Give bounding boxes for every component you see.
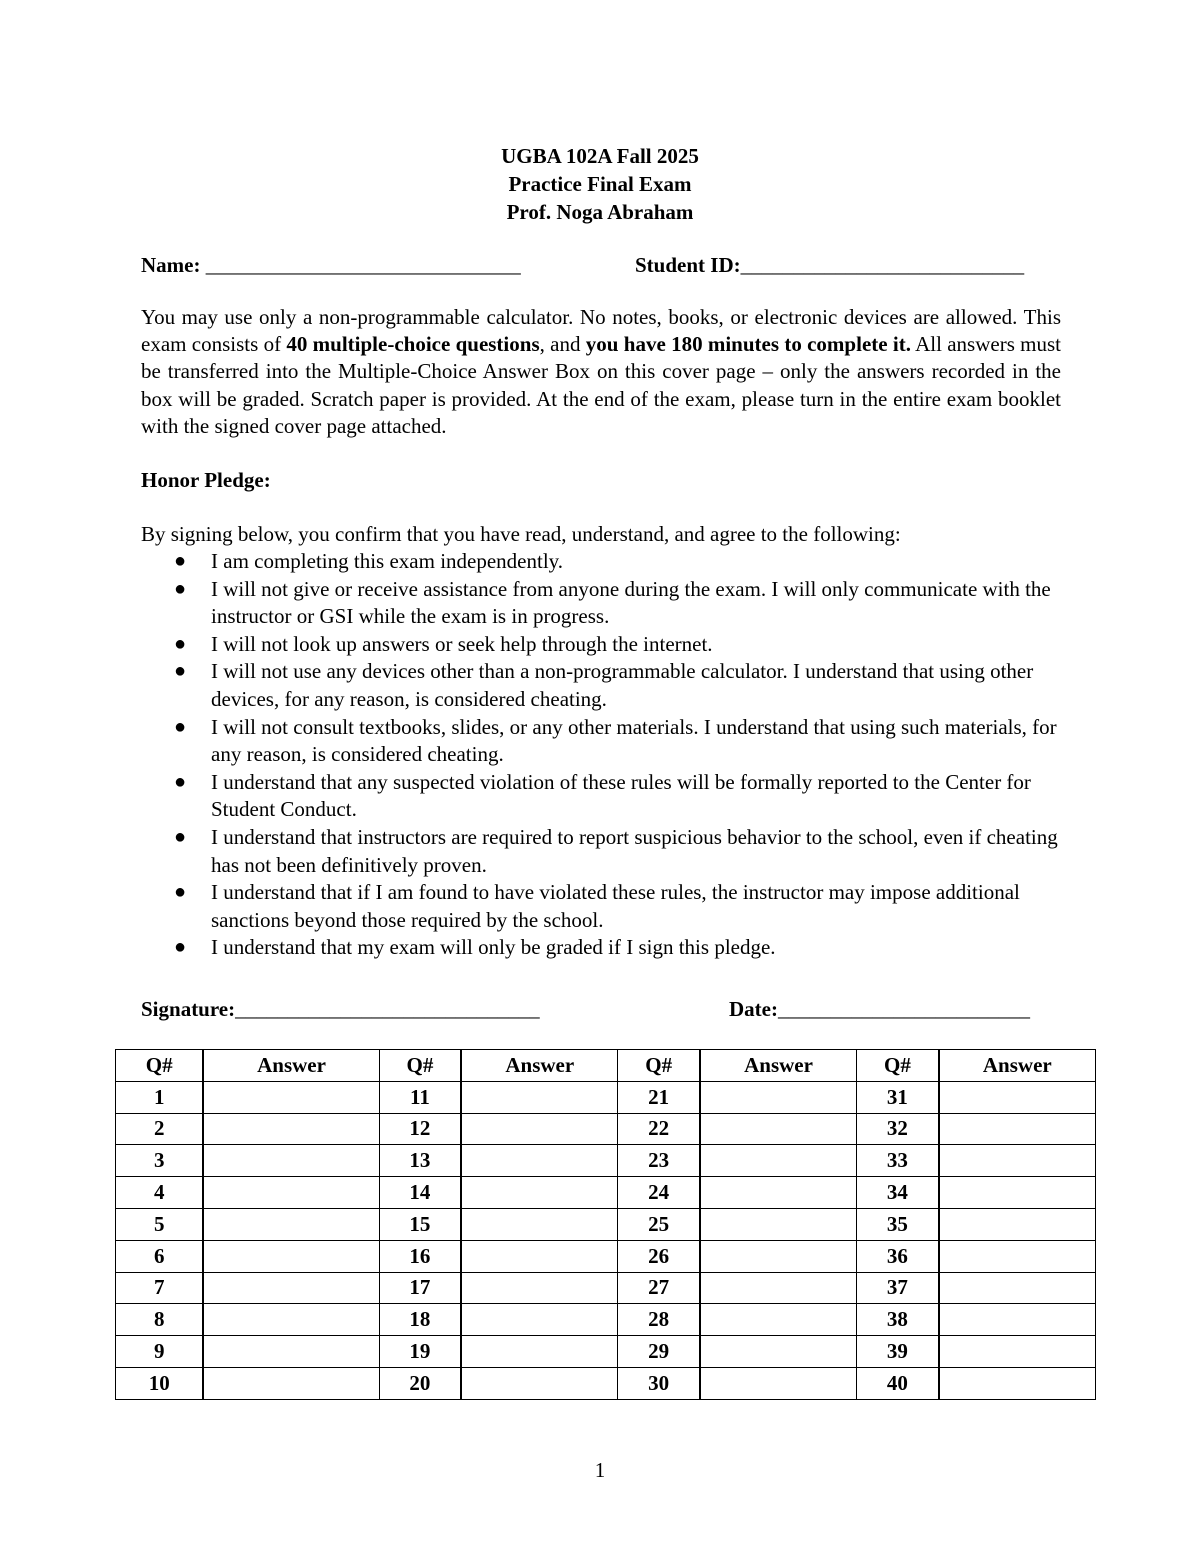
bullet-icon: ● [174, 825, 187, 848]
instructions-text-1: You may use only a non-programmable calculator. No notes, books, or electronic devices are allowed. This exam consists of [141, 305, 1061, 357]
answer-header: Answer [203, 1050, 379, 1082]
question-number: 33 [857, 1145, 939, 1177]
answer-cell[interactable] [700, 1145, 857, 1177]
question-number: 8 [116, 1304, 204, 1336]
question-number: 22 [618, 1113, 700, 1145]
student-info-row [141, 252, 1061, 278]
answer-cell[interactable] [461, 1272, 618, 1304]
pledge-item-text: I understand that instructors are required to report suspicious behavior to the school, even if cheating has not been definitively proven. [211, 824, 1058, 877]
question-number: 3 [116, 1145, 204, 1177]
question-number: 7 [116, 1272, 204, 1304]
question-number: 37 [857, 1272, 939, 1304]
instructions-text-3: All answers must be transferred into the Multiple-Choice Answer Box on this cover page – only the answers recorded in the box will be graded. Scratch paper is provided. At the end of the exam, please turn in the entire exam booklet with the signed cover page attached. [141, 332, 1061, 438]
question-number-header: Q# [116, 1050, 204, 1082]
instructions-bold-1: 40 multiple-choice questions [286, 332, 540, 357]
pledge-item [141, 934, 1061, 962]
answer-header: Answer [939, 1050, 1096, 1082]
name-field[interactable]: ______________________________ [205, 253, 521, 277]
question-number-header: Q# [857, 1050, 939, 1082]
question-number: 35 [857, 1208, 939, 1240]
question-number: 16 [379, 1240, 461, 1272]
table-row [116, 1304, 1096, 1336]
date-label: Date: [729, 997, 778, 1021]
answer-cell[interactable] [203, 1304, 379, 1336]
pledge-item-text: I will not consult textbooks, slides, or any other materials. I understand that using such materials, for any reason, is considered cheating. [211, 714, 1057, 767]
question-number: 21 [618, 1081, 700, 1113]
answer-cell[interactable] [700, 1208, 857, 1240]
honor-pledge-title: Honor Pledge: [141, 468, 271, 492]
honor-pledge-intro: By signing below, you confirm that you have read, understand, and agree to the following: [141, 522, 901, 546]
question-number: 39 [857, 1336, 939, 1368]
date-group [729, 996, 1030, 1022]
pledge-item-text: I am completing this exam independently. [211, 549, 564, 573]
exam-header [0, 142, 1200, 226]
question-number: 11 [379, 1081, 461, 1113]
answer-cell[interactable] [203, 1081, 379, 1113]
answer-header: Answer [461, 1050, 618, 1082]
table-row [116, 1272, 1096, 1304]
table-row [116, 1177, 1096, 1209]
question-number: 13 [379, 1145, 461, 1177]
bullet-icon: ● [174, 881, 187, 904]
answer-cell[interactable] [461, 1240, 618, 1272]
answer-cell[interactable] [461, 1208, 618, 1240]
pledge-item [141, 769, 1061, 824]
pledge-item [141, 879, 1061, 934]
student-id-group [635, 252, 1024, 278]
question-number: 18 [379, 1304, 461, 1336]
answer-cell[interactable] [461, 1304, 618, 1336]
answer-cell[interactable] [939, 1177, 1096, 1209]
question-number: 4 [116, 1177, 204, 1209]
signature-label: Signature: [141, 997, 236, 1021]
pledge-item-text: I understand that any suspected violation of these rules will be formally reported to the Center for Student Conduct. [211, 769, 1031, 822]
answer-cell[interactable] [461, 1367, 618, 1399]
answer-cell[interactable] [461, 1145, 618, 1177]
answer-cell[interactable] [939, 1304, 1096, 1336]
answer-cell[interactable] [939, 1113, 1096, 1145]
table-row [116, 1081, 1096, 1113]
question-number: 15 [379, 1208, 461, 1240]
instructions-bold-2: you have 180 minutes to complete it. [585, 332, 911, 357]
course-title: UGBA 102A Fall 2025 [501, 144, 699, 168]
bullet-icon: ● [174, 550, 187, 572]
answer-cell[interactable] [461, 1081, 618, 1113]
question-number: 28 [618, 1304, 700, 1336]
table-row [116, 1208, 1096, 1240]
exam-title: Practice Final Exam [508, 172, 692, 196]
answer-cell[interactable] [939, 1336, 1096, 1368]
question-number: 20 [379, 1367, 461, 1399]
question-number: 31 [857, 1081, 939, 1113]
bullet-icon: ● [174, 577, 187, 600]
answer-cell[interactable] [700, 1081, 857, 1113]
answer-box-table [115, 1049, 1096, 1400]
question-number: 32 [857, 1113, 939, 1145]
answer-cell[interactable] [939, 1208, 1096, 1240]
answer-cell[interactable] [461, 1177, 618, 1209]
answer-cell[interactable] [700, 1272, 857, 1304]
answer-cell[interactable] [203, 1145, 379, 1177]
question-number: 1 [116, 1081, 204, 1113]
question-number: 25 [618, 1208, 700, 1240]
answer-cell[interactable] [203, 1113, 379, 1145]
answer-table-header [116, 1050, 1096, 1082]
pledge-item-text: I understand that my exam will only be graded if I sign this pledge. [211, 935, 776, 960]
question-number: 14 [379, 1177, 461, 1209]
table-row [116, 1113, 1096, 1145]
page-number: 1 [594, 1458, 606, 1482]
pledge-item [141, 548, 1061, 576]
answer-cell[interactable] [203, 1367, 379, 1399]
table-row [116, 1240, 1096, 1272]
bullet-icon: ● [174, 770, 187, 793]
answer-cell[interactable] [203, 1272, 379, 1304]
bullet-icon: ● [174, 632, 187, 655]
answer-cell[interactable] [939, 1272, 1096, 1304]
pledge-item-text: I understand that if I am found to have violated these rules, the instructor may impose additional sanctions beyond those required by the school. [211, 880, 1020, 932]
question-number: 24 [618, 1177, 700, 1209]
pledge-item [141, 824, 1061, 879]
question-number: 2 [116, 1113, 204, 1145]
answer-cell[interactable] [700, 1177, 857, 1209]
answer-cell[interactable] [700, 1336, 857, 1368]
question-number-header: Q# [618, 1050, 700, 1082]
question-number: 12 [379, 1113, 461, 1145]
answer-header: Answer [700, 1050, 857, 1082]
pledge-item [141, 714, 1061, 769]
question-number: 38 [857, 1304, 939, 1336]
question-number: 5 [116, 1208, 204, 1240]
bullet-icon: ● [174, 715, 187, 738]
question-number: 6 [116, 1240, 204, 1272]
student-id-field[interactable]: ___________________________ [740, 253, 1025, 277]
answer-cell[interactable] [203, 1240, 379, 1272]
question-number: 10 [116, 1367, 204, 1399]
student-id-label: Student ID: [635, 253, 741, 277]
pledge-item-text: I will not use any devices other than a non-programmable calculator. I understand that using other devices, for any reason, is considered cheating. [211, 659, 1034, 711]
answer-cell[interactable] [700, 1367, 857, 1399]
question-number: 17 [379, 1272, 461, 1304]
answer-cell[interactable] [700, 1113, 857, 1145]
signature-row [141, 996, 1061, 1022]
answer-cell[interactable] [939, 1240, 1096, 1272]
pledge-item [141, 631, 1061, 659]
date-field[interactable]: ________________________ [777, 997, 1030, 1021]
question-number: 30 [618, 1367, 700, 1399]
name-label: Name: [141, 253, 201, 277]
answer-cell[interactable] [939, 1367, 1096, 1399]
honor-pledge-list [141, 548, 1061, 962]
answer-cell[interactable] [700, 1240, 857, 1272]
pledge-item-text: I will not look up answers or seek help through the internet. [211, 631, 713, 656]
question-number: 36 [857, 1240, 939, 1272]
question-number-header: Q# [379, 1050, 461, 1082]
exam-instructions [141, 304, 1061, 440]
table-row [116, 1367, 1096, 1399]
question-number: 9 [116, 1336, 204, 1368]
answer-table-body [116, 1081, 1096, 1399]
question-number: 23 [618, 1145, 700, 1177]
answer-cell[interactable] [939, 1145, 1096, 1177]
instructions-text-2: , and [539, 332, 586, 357]
answer-cell[interactable] [700, 1304, 857, 1336]
table-row [116, 1336, 1096, 1368]
answer-cell[interactable] [203, 1208, 379, 1240]
question-number: 26 [618, 1240, 700, 1272]
answer-cell[interactable] [203, 1336, 379, 1368]
question-number: 40 [857, 1367, 939, 1399]
answer-cell[interactable] [461, 1113, 618, 1145]
bullet-icon: ● [174, 936, 187, 959]
question-number: 19 [379, 1336, 461, 1368]
table-row [116, 1145, 1096, 1177]
signature-field[interactable]: _____________________________ [235, 997, 540, 1021]
pledge-item [141, 658, 1061, 713]
pledge-item [141, 576, 1061, 631]
question-number: 34 [857, 1177, 939, 1209]
question-number: 29 [618, 1336, 700, 1368]
question-number: 27 [618, 1272, 700, 1304]
answer-cell[interactable] [203, 1177, 379, 1209]
pledge-item-text: I will not give or receive assistance from anyone during the exam. I will only communicate with the instructor or GSI while the exam is in progress. [211, 576, 1051, 629]
answer-cell[interactable] [939, 1081, 1096, 1113]
bullet-icon: ● [174, 660, 187, 683]
answer-cell[interactable] [461, 1336, 618, 1368]
professor-name: Prof. Noga Abraham [506, 200, 694, 224]
